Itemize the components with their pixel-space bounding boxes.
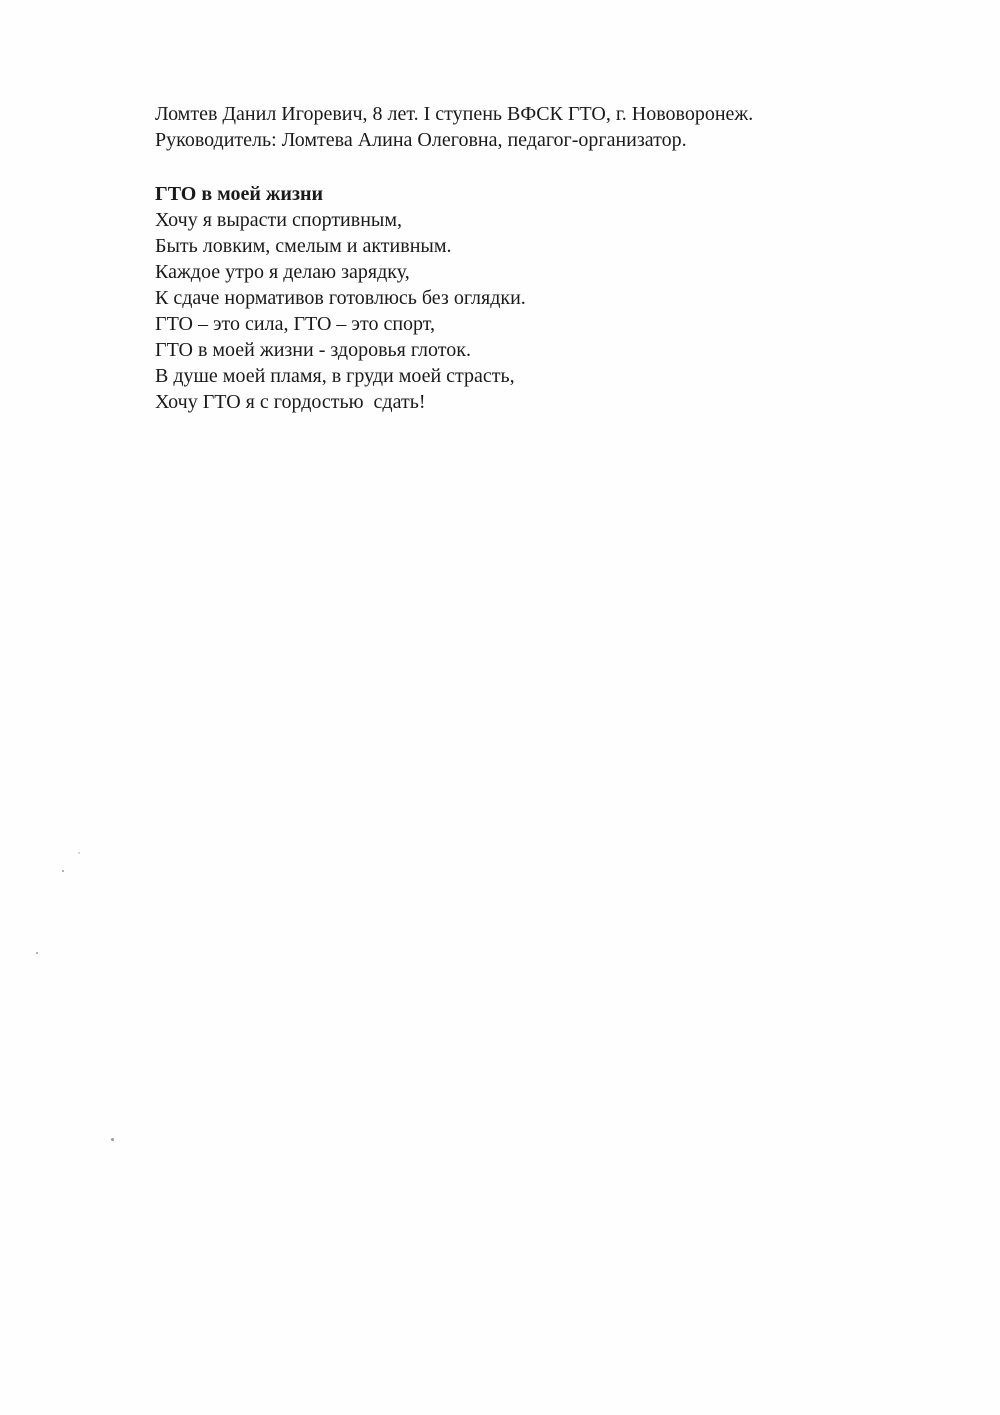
author-line: Ломтев Данил Игоревич, 8 лет. I ступень ВФСК ГТО, г. Нововоронеж.: [155, 103, 754, 125]
scan-speck: [36, 952, 38, 954]
document-text: [155, 101, 955, 415]
poem-line: Хочу я вырасти спортивным,: [155, 209, 403, 231]
scan-speck: [111, 1138, 114, 1141]
poem-line: В душе моей пламя, в груди моей страсть,: [155, 365, 515, 387]
poem-line: К сдаче нормативов готовлюсь без оглядки.: [155, 287, 526, 309]
scan-speck: [78, 852, 80, 854]
poem-line: ГТО – это сила, ГТО – это спорт,: [155, 313, 436, 335]
scan-speck: [62, 870, 64, 872]
poem-line: Хочу ГТО я с гордостью сдать!: [155, 391, 426, 413]
poem-line: Быть ловким, смелым и активным.: [155, 235, 452, 257]
poem-line: ГТО в моей жизни - здоровья глоток.: [155, 339, 471, 361]
poem-line: Каждое утро я делаю зарядку,: [155, 261, 410, 283]
poem-title: ГТО в моей жизни: [155, 183, 324, 205]
supervisor-line: Руководитель: Ломтева Алина Олеговна, педагог-организатор.: [155, 129, 687, 151]
paragraph-gap: [155, 153, 955, 181]
